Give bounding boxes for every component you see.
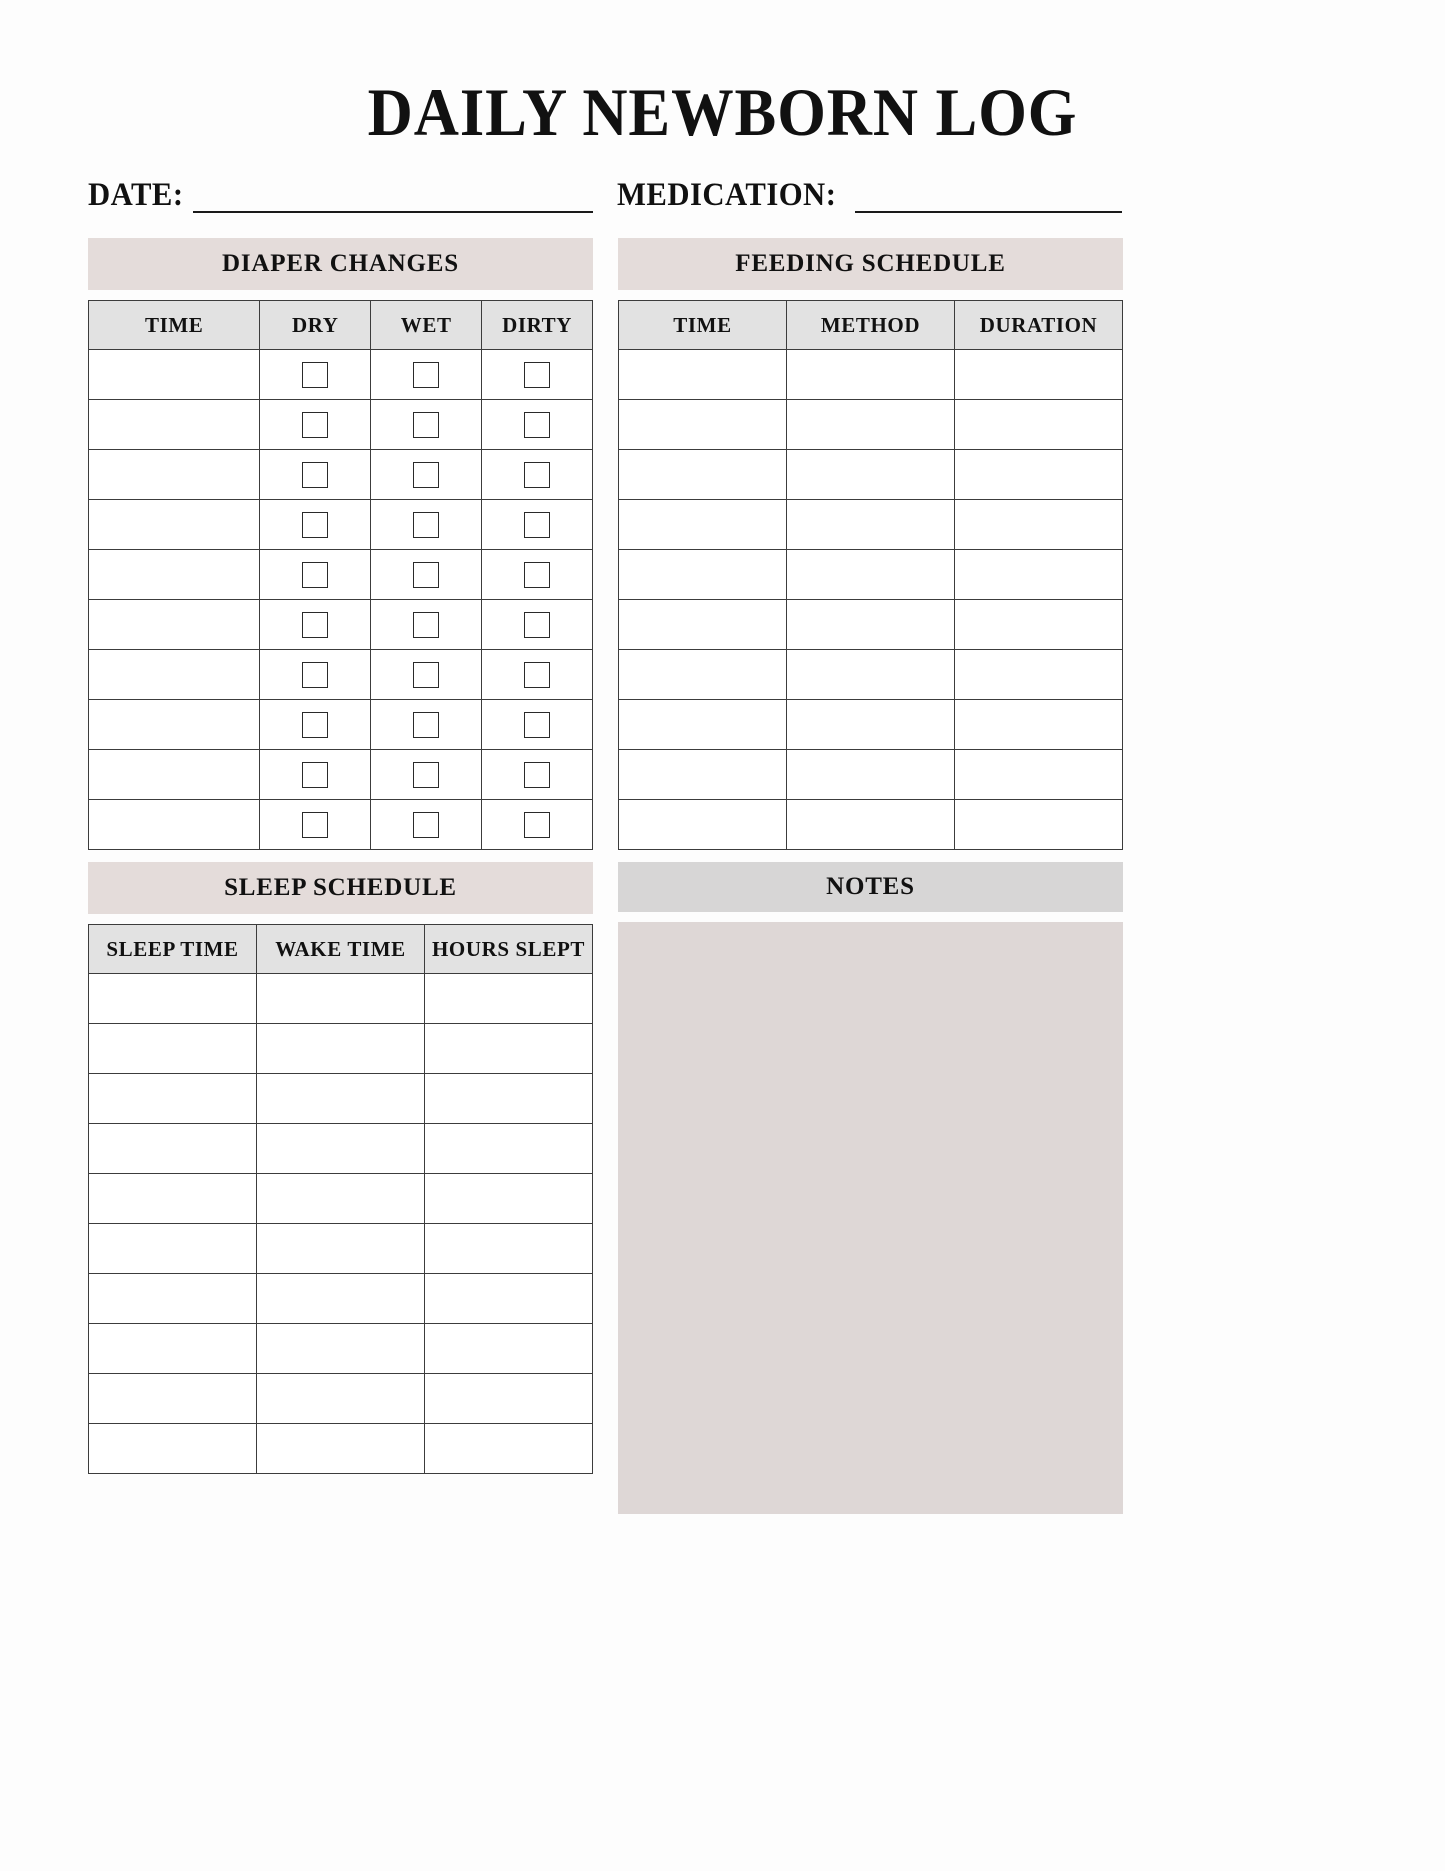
cell-hours-slept[interactable] (425, 1024, 593, 1074)
page-title: DAILY NEWBORN LOG (367, 74, 1078, 150)
table-row (619, 750, 1123, 800)
checkbox-wet[interactable] (413, 412, 439, 438)
checkbox-wet[interactable] (413, 562, 439, 588)
cell-wake-time[interactable] (257, 1274, 425, 1324)
checkbox-wet[interactable] (413, 462, 439, 488)
cell-dry[interactable] (260, 350, 371, 400)
checkbox-dry[interactable] (302, 762, 328, 788)
checkbox-dirty[interactable] (524, 762, 550, 788)
table-header-row (89, 301, 593, 350)
cell-method[interactable] (787, 750, 955, 800)
checkbox-dry[interactable] (302, 362, 328, 388)
table-row (89, 350, 593, 400)
table-row (89, 550, 593, 600)
cell-sleep-time[interactable] (89, 1324, 257, 1374)
cell-method[interactable] (787, 650, 955, 700)
table-row (89, 400, 593, 450)
medication-input-line[interactable] (855, 185, 1122, 213)
cell-wet[interactable] (371, 700, 482, 750)
cell-time[interactable] (89, 450, 260, 500)
checkbox-dry[interactable] (302, 412, 328, 438)
cell-time[interactable] (619, 600, 787, 650)
cell-hours-slept[interactable] (425, 1324, 593, 1374)
column-header-dry: DRY (260, 301, 371, 350)
checkbox-dirty[interactable] (524, 612, 550, 638)
feeding-schedule-table (618, 300, 1123, 850)
cell-time[interactable] (89, 650, 260, 700)
cell-duration[interactable] (955, 650, 1123, 700)
cell-wake-time[interactable] (257, 1124, 425, 1174)
cell-hours-slept[interactable] (425, 974, 593, 1024)
cell-method[interactable] (787, 400, 955, 450)
column-header-time: TIME (89, 301, 260, 350)
column-header-duration: DURATION (955, 301, 1123, 350)
cell-wet[interactable] (371, 500, 482, 550)
notes-writing-area[interactable] (618, 922, 1123, 1514)
cell-wet[interactable] (371, 750, 482, 800)
date-label: DATE: (88, 177, 184, 213)
table-row (89, 650, 593, 700)
checkbox-dry[interactable] (302, 462, 328, 488)
medication-field[interactable] (617, 178, 1122, 213)
cell-dirty[interactable] (482, 750, 593, 800)
cell-sleep-time[interactable] (89, 1224, 257, 1274)
cell-time[interactable] (89, 550, 260, 600)
table-row (89, 1174, 593, 1224)
cell-wet[interactable] (371, 600, 482, 650)
cell-hours-slept[interactable] (425, 1124, 593, 1174)
cell-time[interactable] (89, 750, 260, 800)
page-title-container (0, 74, 1445, 150)
cell-hours-slept[interactable] (425, 1374, 593, 1424)
column-header-method: METHOD (787, 301, 955, 350)
diaper-changes-table (88, 300, 593, 850)
cell-wake-time[interactable] (257, 1074, 425, 1124)
cell-sleep-time[interactable] (89, 1124, 257, 1174)
cell-wake-time[interactable] (257, 1424, 425, 1474)
date-input-line[interactable] (193, 185, 593, 213)
cell-hours-slept[interactable] (425, 1074, 593, 1124)
header-fields-row (88, 178, 1122, 213)
date-field[interactable] (88, 178, 593, 213)
column-header-dirty: DIRTY (482, 301, 593, 350)
cell-dirty[interactable] (482, 700, 593, 750)
checkbox-dry[interactable] (302, 612, 328, 638)
sleep-schedule-section (88, 862, 593, 1474)
cell-method[interactable] (787, 550, 955, 600)
cell-hours-slept[interactable] (425, 1174, 593, 1224)
feeding-schedule-section (618, 238, 1123, 850)
cell-method[interactable] (787, 600, 955, 650)
cell-time[interactable] (89, 350, 260, 400)
cell-sleep-time[interactable] (89, 1024, 257, 1074)
checkbox-wet[interactable] (413, 512, 439, 538)
table-row (89, 1274, 593, 1324)
cell-wake-time[interactable] (257, 1174, 425, 1224)
cell-time[interactable] (619, 400, 787, 450)
table-row (619, 450, 1123, 500)
sleep-schedule-table (88, 924, 593, 1474)
checkbox-dirty[interactable] (524, 562, 550, 588)
cell-time[interactable] (619, 550, 787, 600)
table-row (89, 1424, 593, 1474)
checkbox-dry[interactable] (302, 512, 328, 538)
checkbox-dirty[interactable] (524, 362, 550, 388)
cell-duration[interactable] (955, 400, 1123, 450)
feeding-schedule-body (619, 350, 1123, 850)
cell-dirty[interactable] (482, 650, 593, 700)
table-row (89, 1024, 593, 1074)
cell-wake-time[interactable] (257, 1374, 425, 1424)
sleep-schedule-title: SLEEP SCHEDULE (88, 862, 593, 914)
checkbox-wet[interactable] (413, 612, 439, 638)
checkbox-dry[interactable] (302, 712, 328, 738)
cell-time[interactable] (619, 450, 787, 500)
table-row (619, 600, 1123, 650)
cell-time[interactable] (619, 650, 787, 700)
cell-time[interactable] (619, 350, 787, 400)
cell-dirty[interactable] (482, 450, 593, 500)
cell-dry[interactable] (260, 650, 371, 700)
notes-section (618, 862, 1123, 1514)
cell-hours-slept[interactable] (425, 1424, 593, 1474)
cell-sleep-time[interactable] (89, 1274, 257, 1324)
checkbox-wet[interactable] (413, 762, 439, 788)
cell-time[interactable] (89, 800, 260, 850)
cell-time[interactable] (89, 500, 260, 550)
cell-wet[interactable] (371, 550, 482, 600)
cell-hours-slept[interactable] (425, 1274, 593, 1324)
table-row (89, 700, 593, 750)
cell-dry[interactable] (260, 550, 371, 600)
cell-duration[interactable] (955, 750, 1123, 800)
cell-dry[interactable] (260, 400, 371, 450)
column-header-hours-slept: HOURS SLEPT (425, 925, 593, 974)
column-header-time: TIME (619, 301, 787, 350)
checkbox-wet[interactable] (413, 812, 439, 838)
cell-wake-time[interactable] (257, 974, 425, 1024)
cell-time[interactable] (619, 500, 787, 550)
cell-wake-time[interactable] (257, 1224, 425, 1274)
cell-wet[interactable] (371, 400, 482, 450)
cell-wake-time[interactable] (257, 1324, 425, 1374)
cell-sleep-time[interactable] (89, 1074, 257, 1124)
column-header-wet: WET (371, 301, 482, 350)
checkbox-dirty[interactable] (524, 512, 550, 538)
cell-duration[interactable] (955, 450, 1123, 500)
table-row (89, 1224, 593, 1274)
cell-wet[interactable] (371, 800, 482, 850)
column-header-sleep-time: SLEEP TIME (89, 925, 257, 974)
table-row (89, 1124, 593, 1174)
cell-dirty[interactable] (482, 800, 593, 850)
cell-dry[interactable] (260, 800, 371, 850)
cell-duration[interactable] (955, 700, 1123, 750)
cell-dry[interactable] (260, 700, 371, 750)
medication-label: MEDICATION: (617, 177, 837, 213)
cell-duration[interactable] (955, 500, 1123, 550)
checkbox-dirty[interactable] (524, 412, 550, 438)
sleep-schedule-body (89, 974, 593, 1474)
cell-dirty[interactable] (482, 600, 593, 650)
cell-sleep-time[interactable] (89, 1374, 257, 1424)
cell-wet[interactable] (371, 650, 482, 700)
checkbox-wet[interactable] (413, 362, 439, 388)
table-header-row (89, 925, 593, 974)
diaper-changes-section (88, 238, 593, 850)
cell-time[interactable] (619, 800, 787, 850)
cell-dry[interactable] (260, 450, 371, 500)
cell-time[interactable] (619, 750, 787, 800)
diaper-changes-body (89, 350, 593, 850)
checkbox-wet[interactable] (413, 712, 439, 738)
checkbox-dry[interactable] (302, 562, 328, 588)
cell-hours-slept[interactable] (425, 1224, 593, 1274)
diaper-changes-title: DIAPER CHANGES (88, 238, 593, 290)
cell-wet[interactable] (371, 450, 482, 500)
cell-duration[interactable] (955, 800, 1123, 850)
checkbox-dirty[interactable] (524, 712, 550, 738)
table-row (619, 400, 1123, 450)
cell-sleep-time[interactable] (89, 1424, 257, 1474)
cell-method[interactable] (787, 800, 955, 850)
table-row (89, 1324, 593, 1374)
table-row (89, 500, 593, 550)
checkbox-dry[interactable] (302, 812, 328, 838)
notes-title: NOTES (618, 862, 1123, 912)
cell-time[interactable] (89, 600, 260, 650)
cell-dry[interactable] (260, 750, 371, 800)
table-row (619, 350, 1123, 400)
cell-time[interactable] (619, 700, 787, 750)
cell-duration[interactable] (955, 350, 1123, 400)
cell-duration[interactable] (955, 550, 1123, 600)
table-row (619, 500, 1123, 550)
cell-dirty[interactable] (482, 500, 593, 550)
cell-dry[interactable] (260, 500, 371, 550)
cell-dirty[interactable] (482, 550, 593, 600)
table-header-row (619, 301, 1123, 350)
cell-method[interactable] (787, 450, 955, 500)
cell-dry[interactable] (260, 600, 371, 650)
cell-wake-time[interactable] (257, 1024, 425, 1074)
table-row (89, 600, 593, 650)
checkbox-dirty[interactable] (524, 812, 550, 838)
column-header-wake-time: WAKE TIME (257, 925, 425, 974)
table-row (89, 450, 593, 500)
cell-dirty[interactable] (482, 400, 593, 450)
checkbox-dry[interactable] (302, 662, 328, 688)
checkbox-dirty[interactable] (524, 462, 550, 488)
cell-dirty[interactable] (482, 350, 593, 400)
cell-sleep-time[interactable] (89, 974, 257, 1024)
checkbox-dirty[interactable] (524, 662, 550, 688)
feeding-schedule-title: FEEDING SCHEDULE (618, 238, 1123, 290)
table-row (89, 800, 593, 850)
table-row (619, 800, 1123, 850)
cell-wet[interactable] (371, 350, 482, 400)
table-row (619, 550, 1123, 600)
cell-method[interactable] (787, 700, 955, 750)
table-row (89, 750, 593, 800)
cell-time[interactable] (89, 700, 260, 750)
table-row (89, 1074, 593, 1124)
table-row (619, 650, 1123, 700)
cell-sleep-time[interactable] (89, 1174, 257, 1224)
table-row (619, 700, 1123, 750)
table-row (89, 1374, 593, 1424)
cell-method[interactable] (787, 350, 955, 400)
cell-method[interactable] (787, 500, 955, 550)
cell-time[interactable] (89, 400, 260, 450)
cell-duration[interactable] (955, 600, 1123, 650)
table-row (89, 974, 593, 1024)
checkbox-wet[interactable] (413, 662, 439, 688)
